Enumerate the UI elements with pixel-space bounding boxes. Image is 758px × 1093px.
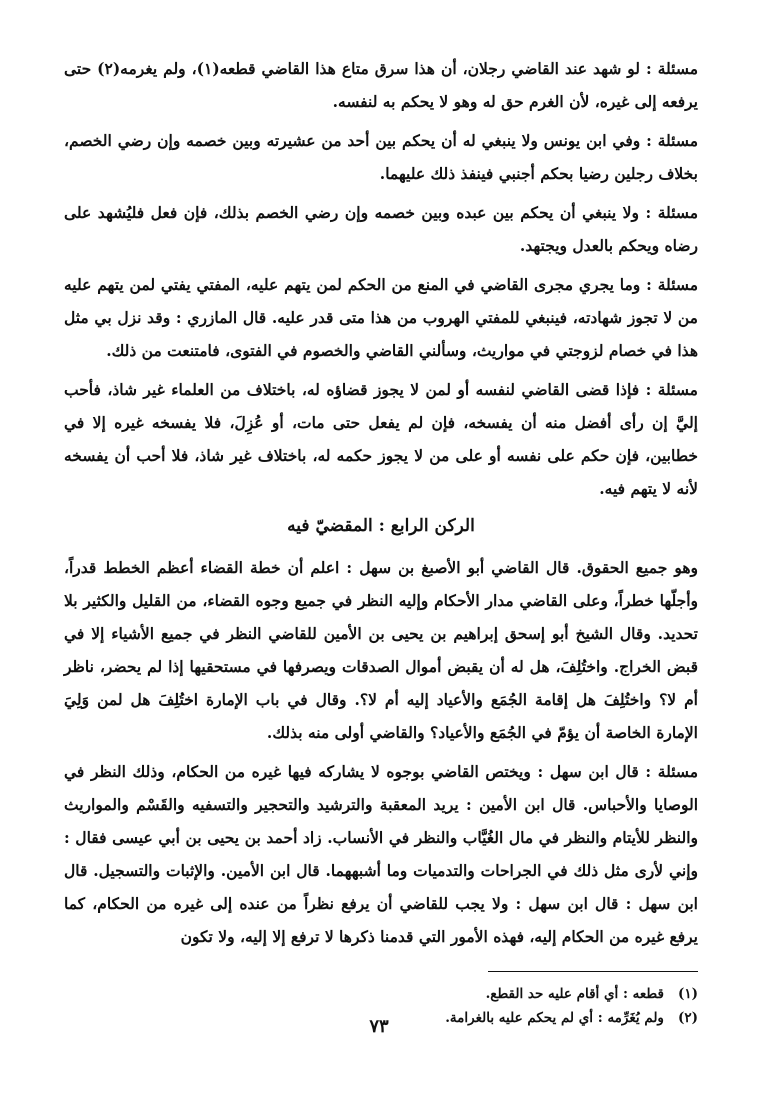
footnote-1	[64, 982, 698, 1006]
footnote-number: (٢)	[677, 1010, 698, 1026]
footnote-text: قطعه : أي أقام عليه حد القطع.	[485, 986, 664, 1002]
paragraph-5	[64, 373, 698, 505]
paragraph-text: وفي ابن يونس ولا ينبغي له أن يحكم بين أحد من عشيرته وبين خصمه وإن رضي الخصم، بخلاف رجلين رضيا بحكم أجنبي فينفذ ذلك عليهما.	[64, 131, 698, 183]
page-number: ٧٣	[369, 1016, 389, 1037]
paragraph-2	[64, 124, 698, 190]
footnote-number: (١)	[677, 986, 698, 1002]
paragraph-text: وهو جميع الحقوق. قال القاضي أبو الأصبغ بن سهل : اعلم أن خطة القضاء أعظم الخطط قدراً، وأجلّها خطراً، وعلى القاضي مدار الأحكام وإليه النظر في جميع وجوه القضاء، من القليل والكثير بلا تحديد. وقال الشيخ أبو إسحق إبراهيم بن يحيى بن الأمين للقاضي النظر في جميع الأشياء إلا في قبض الخراج. واختُلِفَ، هل له أن يقبض أموال الصدقات ويصرفها في مستحقيها إذا لم يحضر، ناظر أم لا؟ واختُلِفَ هل إقامة الجُمَع والأعياد إليه أم لا؟. وقال في باب الإمارة اختُلِفَ هل لمن وَلِيَ الإمارة الخاصة أن يؤمّ في الجُمَع والأعياد؟ والقاضي أولى منه بذلك.	[64, 558, 698, 742]
issue-label: مسئلة :	[646, 131, 698, 150]
issue-label: مسئلة :	[646, 275, 698, 294]
paragraph-text: قال ابن سهل : ويختص القاضي بوجوه لا يشاركه فيها غيره من الحكام، وذلك النظر في الوصايا والأحباس. قال ابن الأمين : يريد المعقبة والترشيد والتحجير والتسفيه والقَسْم والمواريث والنظر للأيتام والنظر في مال الغُيَّاب والنظر في الأنساب. زاد أحمد بن يحيى بن أبي عيسى فقال : وإني لأرى مثل ذلك في الجراحات والتدميات وما أشبههما. قال ابن الأمين. والإثبات والتسجيل. قال ابن سهل : قال ابن سهل : ولا يجب للقاضي أن يرفع نظراً من عنده إلى غيره من الحكام، كما يرفع غيره من الحكام إليه، فهذه الأمور التي قدمنا ذكرها لا ترفع إلا إليه، ولا تكون	[64, 762, 698, 946]
paragraph-7	[64, 755, 698, 953]
footnote-text: ولم يُغَرِّمه : أي لم يحكم عليه بالغرامة.	[445, 1010, 664, 1026]
issue-label: مسئلة :	[645, 762, 699, 781]
paragraph-text: لو شهد عند القاضي رجلان، أن هذا سرق متاع هذا القاضي قطعه(١)، ولم يغرمه(٢) حتى يرفعه إلى غيره، لأن الغرم حق له وهو لا يحكم به لنفسه.	[64, 59, 698, 111]
paragraph-3	[64, 196, 698, 262]
footnote-divider	[488, 971, 698, 972]
paragraph-text: فإذا قضى القاضي لنفسه أو لمن لا يجوز قضاؤه له، باختلاف من العلماء غير شاذ، فأحب إليَّ إن رأى أفضل منه أن يفسخه، فإن لم يفعل حتى مات، أو عُزِلَ، فلا يفسخه غيره إلا في خطابين، فإن حكم على نفسه أو على من لا يجوز حكمه له، باختلاف غير شاذ، فلا أحب أن يفسخه لأنه لا يتهم فيه.	[64, 380, 698, 498]
paragraph-4	[64, 268, 698, 367]
section-heading: الركن الرابع : المقضيّ فيه	[287, 516, 475, 536]
issue-label: مسئلة :	[645, 203, 698, 222]
paragraph-text: ولا ينبغي أن يحكم بين عبده وبين خصمه وإن رضي الخصم بذلك، فإن فعل فليُشهد على رضاه ويحكم بالعدل ويجتهد.	[64, 203, 698, 255]
paragraph-1	[64, 52, 698, 118]
paragraph-6	[64, 551, 698, 749]
issue-label: مسئلة :	[646, 59, 698, 78]
issue-label: مسئلة :	[645, 380, 698, 399]
paragraph-text: وما يجري مجرى القاضي في المنع من الحكم لمن يتهم عليه، المفتي يفتي لمن يتهم عليه من لا تجوز شهادته، فينبغي للمفتي الهروب من هذا متى قدر عليه. قال المازري : وقد نزل بي مثل هذا في خصام لزوجتي في مواريث، وسألني القاضي والخصوم في الفتوى، فامتنعت من ذلك.	[64, 275, 698, 360]
